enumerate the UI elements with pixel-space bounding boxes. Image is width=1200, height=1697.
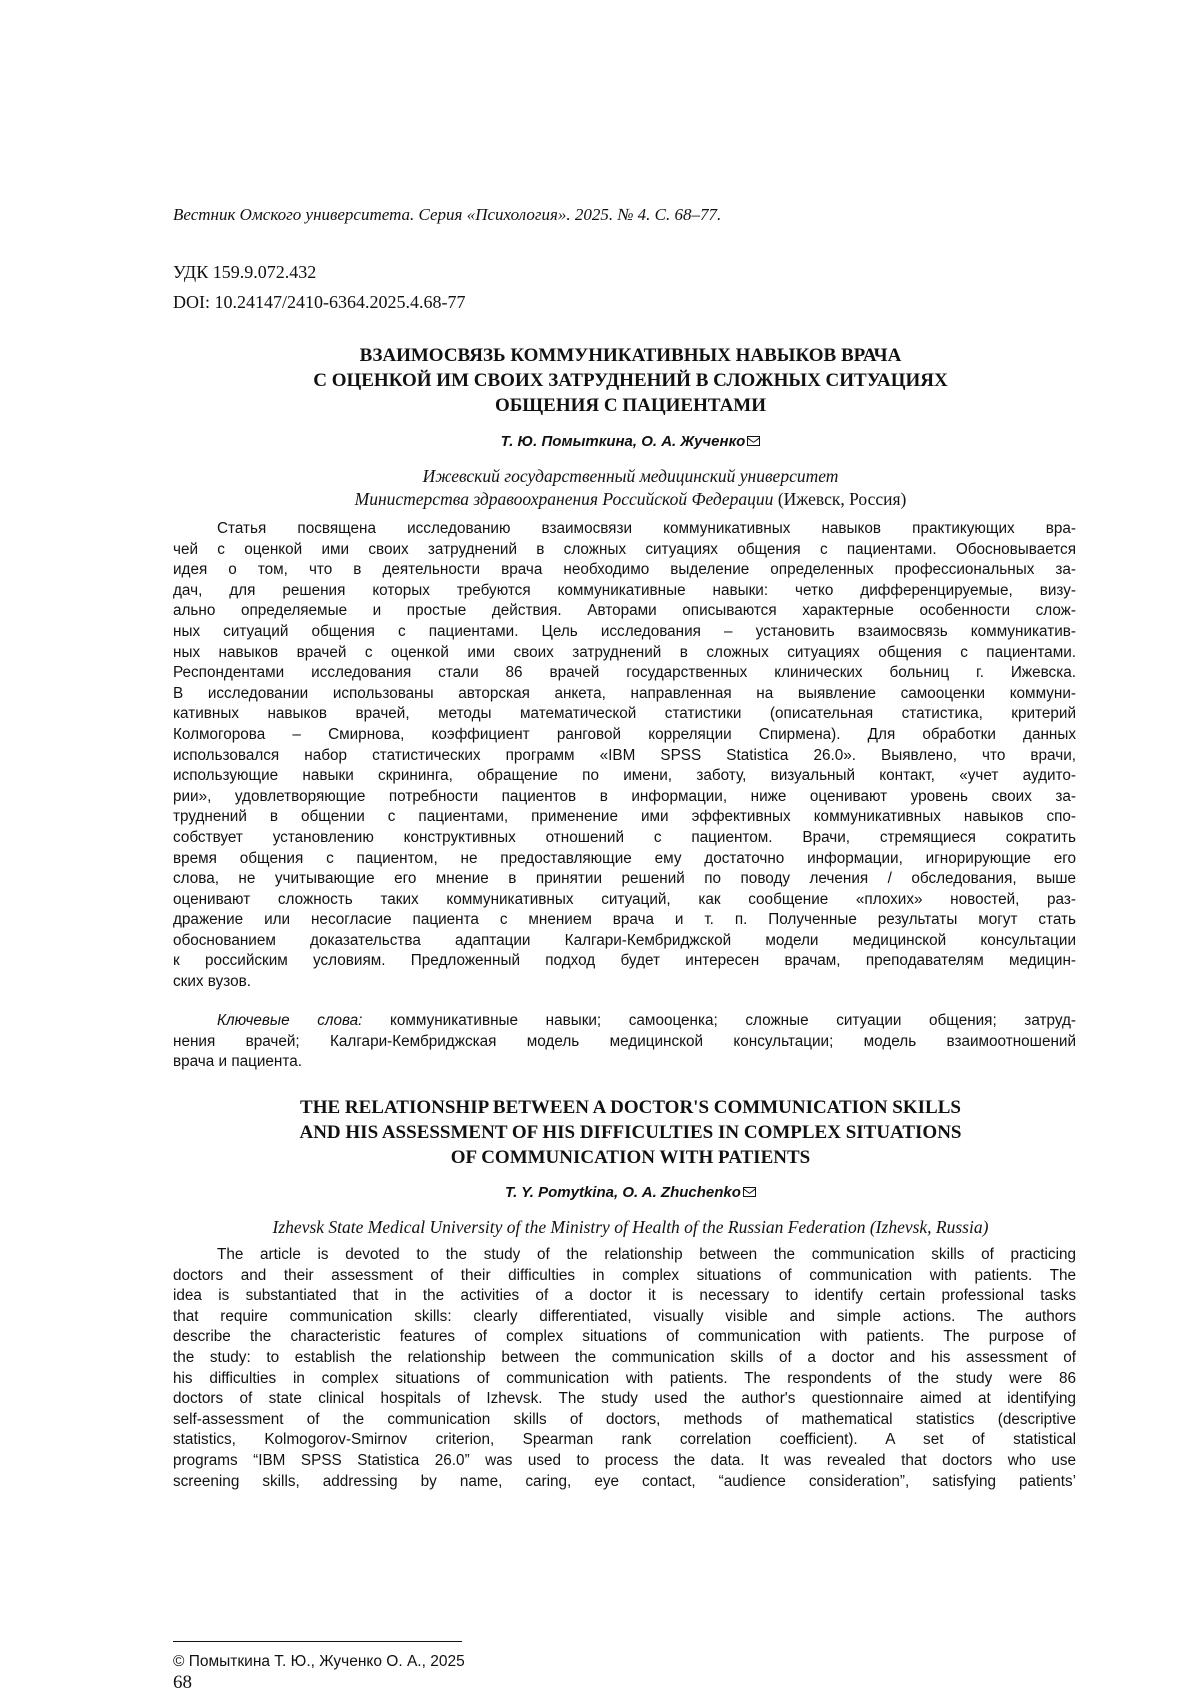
page-number: 68: [173, 1672, 192, 1693]
abstract-en-line: his difficulties in complex situations of communication with patients. The respondents of the study were 86: [173, 1369, 1076, 1387]
abstract-ru-line: слова, не учитывающие его мнение в принятии решений по поводу лечения / обследования, выше: [173, 870, 1076, 888]
abstract-en-line: doctors of state clinical hospitals of Izhevsk. The study used the author's questionnaire aimed at identifying: [173, 1390, 1076, 1408]
abstract-ru-line: рии», удовлетворяющие потребности пациентов в информации, ниже оценивают уровень своих за-: [173, 787, 1076, 805]
keywords-line: врача и пациента.: [173, 1053, 302, 1071]
abstract-ru-line: Колмогорова – Смирнова, коэффициент ранговой корреляции Спирмена). Для обработки данных: [173, 725, 1076, 743]
abstract-ru-line: ных ситуаций общения с пациентами. Цель исследования – установить взаимосвязь коммуникатив-: [173, 622, 1076, 640]
title-en: [173, 1095, 1088, 1170]
affiliation-ru-line2: [173, 488, 1088, 511]
affiliation-ru: [173, 465, 1088, 511]
abstract-ru-line: собствует установлению конструктивных отношений с пациентом. Врачи, стремящиеся сократить: [173, 828, 1076, 846]
abstract-ru-line: оценивают сложность таких коммуникативных ситуаций, как сообщение «плохих» новостей, раз-: [173, 890, 1076, 908]
title-ru-line: С ОЦЕНКОЙ ИМ СВОИХ ЗАТРУДНЕНИЙ В СЛОЖНЫХ СИТУАЦИЯХ: [313, 370, 948, 391]
abstract-ru-line: ально определяемые и простые действия. Авторами описываются характерные особенности слож-: [173, 602, 1076, 620]
keywords-line: нения врачей; Калгари-Кембриджская модель медицинской консультации; модель взаимоотношений: [173, 1032, 1076, 1050]
abstract-ru-line: Статья посвящена исследованию взаимосвязи коммуникативных навыков практикующих вра-: [217, 520, 1076, 537]
abstract-en-line: describe the characteristic features of complex situations of communication with patients. The purpose of: [173, 1328, 1076, 1346]
abstract-en-line: idea is substantiated that in the activities of a doctor it is necessary to identify certain professional tasks: [173, 1287, 1076, 1305]
abstract-ru-line: В исследовании использованы авторская анкета, направленная на выявление самооценки коммуни-: [173, 684, 1076, 702]
udc-code: УДК 159.9.072.432: [173, 262, 317, 282]
abstract-en-line: programs “IBM SPSS Statistica 26.0” was used to process the data. It was revealed that doctors who use: [173, 1451, 1076, 1469]
abstract-ru-line: использовался набор статистических программ «IBM SPSS Statistica 26.0». Выявлено, что врачи,: [173, 746, 1076, 764]
keywords-text: коммуникативные навыки; самооценка; сложные ситуации общения; затруд-: [362, 1012, 1076, 1029]
affiliation-ru-line1: Ижевский государственный медицинский университет: [422, 466, 839, 486]
doi-link[interactable]: DOI: 10.24147/2410-6364.2025.4.68-77: [173, 292, 466, 312]
abstract-en-line: screening skills, addressing by name, caring, eye contact, “audience consideration”, satisfying patients’: [173, 1472, 1076, 1490]
affiliation-ru-ministry: Министерства здравоохранения Российской Федерации: [354, 489, 774, 509]
envelope-icon[interactable]: [743, 1187, 756, 1197]
abstract-ru-line: Респондентами исследования стали 86 врачей государственных клинических больниц г. Ижевска.: [173, 664, 1076, 682]
abstract-ru-line: к российским условиям. Предложенный подход будет интересен врачам, преподавателям медицин-: [173, 952, 1076, 970]
authors-ru: [173, 433, 1088, 450]
abstract-en-line: that require communication skills: clearly differentiated, visually visible and simple actions. The authors: [173, 1307, 1076, 1325]
title-en-line: AND HIS ASSESSMENT OF HIS DIFFICULTIES IN COMPLEX SITUATIONS: [299, 1122, 962, 1143]
authors-en-text: T. Y. Pomytkina, O. A. Zhuchenko: [505, 1184, 741, 1201]
title-ru: [173, 343, 1088, 418]
affiliation-en-text: Izhevsk State Medical University of the Ministry of Health of the Russian Federation (Izhevsk, Russia): [272, 1217, 989, 1237]
abstract-ru: [173, 519, 1076, 993]
abstract-ru-line: время общения с пациентом, не предоставляющие ему достаточно информации, игнорирующие его: [173, 849, 1076, 867]
affiliation-ru-location: (Ижевск, Россия): [773, 489, 907, 509]
abstract-en: [173, 1245, 1076, 1492]
abstract-en-line: doctors and their assessment of their difficulties in complex situations of communication with patients. The: [173, 1266, 1076, 1284]
copyright-notice: © Помыткина Т. Ю., Жученко О. А., 2025: [173, 1653, 465, 1670]
authors-en: [173, 1184, 1088, 1201]
title-en-line: THE RELATIONSHIP BETWEEN A DOCTOR'S COMMUNICATION SKILLS: [300, 1097, 961, 1118]
abstract-ru-line: дражение или несогласие пациента с мнением врача и т. п. Полученные результаты могут стать: [173, 911, 1076, 929]
abstract-ru-line: труднений в общении с пациентами, применение ими эффективных коммуникативных навыков спо-: [173, 808, 1076, 826]
title-ru-line: ВЗАИМОСВЯЗЬ КОММУНИКАТИВНЫХ НАВЫКОВ ВРАЧА: [359, 345, 902, 366]
abstract-ru-line: идея о том, что в деятельности врача необходимо выделение определенных профессиональных за-: [173, 561, 1076, 579]
abstract-ru-line: обоснованием доказательства адаптации Калгари-Кембриджской модели медицинской консультации: [173, 931, 1076, 949]
keywords-line: [173, 1011, 1076, 1032]
abstract-ru-line: дач, для решения которых требуются коммуникативные навыки: четко дифференцируемые, визу-: [173, 581, 1076, 599]
journal-citation: Вестник Омского университета. Серия «Психология». 2025. № 4. С. 68–77.: [173, 205, 722, 224]
keywords-label: Ключевые слова:: [217, 1012, 363, 1029]
footnote-divider: [173, 1641, 462, 1642]
keywords-ru: [173, 1011, 1076, 1073]
title-en-line: OF COMMUNICATION WITH PATIENTS: [450, 1147, 811, 1168]
abstract-ru-line: ных навыков врачей с оценкой ими своих затруднений в сложных ситуациях общения с пациентами.: [173, 643, 1076, 661]
abstract-ru-line: ских вузов.: [173, 973, 251, 991]
abstract-ru-line: использующие навыки скрининга, обращение по имени, заботу, визуальный контакт, «учет аудито-: [173, 767, 1076, 785]
abstract-en-line: The article is devoted to the study of the relationship between the communication skills of practicing: [217, 1246, 1076, 1263]
authors-ru-text: Т. Ю. Помыткина, О. А. Жученко: [500, 433, 746, 450]
abstract-ru-line: чей с оценкой ими своих затруднений в сложных ситуациях общения с пациентами. Обосновывается: [173, 540, 1076, 558]
affiliation-en: [173, 1216, 1088, 1239]
abstract-ru-line: кативных навыков врачей, методы математической статистики (описательная статистика, критерий: [173, 705, 1076, 723]
abstract-en-line: statistics, Kolmogorov-Smirnov criterion, Spearman rank correlation coefficient). A set of statistical: [173, 1431, 1076, 1449]
envelope-icon[interactable]: [747, 436, 760, 446]
title-ru-line: ОБЩЕНИЯ С ПАЦИЕНТАМИ: [494, 395, 767, 416]
abstract-en-line: the study: to establish the relationship between the communication skills of a doctor and his assessment of: [173, 1348, 1076, 1366]
abstract-en-line: self-assessment of the communication skills of doctors, methods of mathematical statistics (descriptive: [173, 1410, 1076, 1428]
